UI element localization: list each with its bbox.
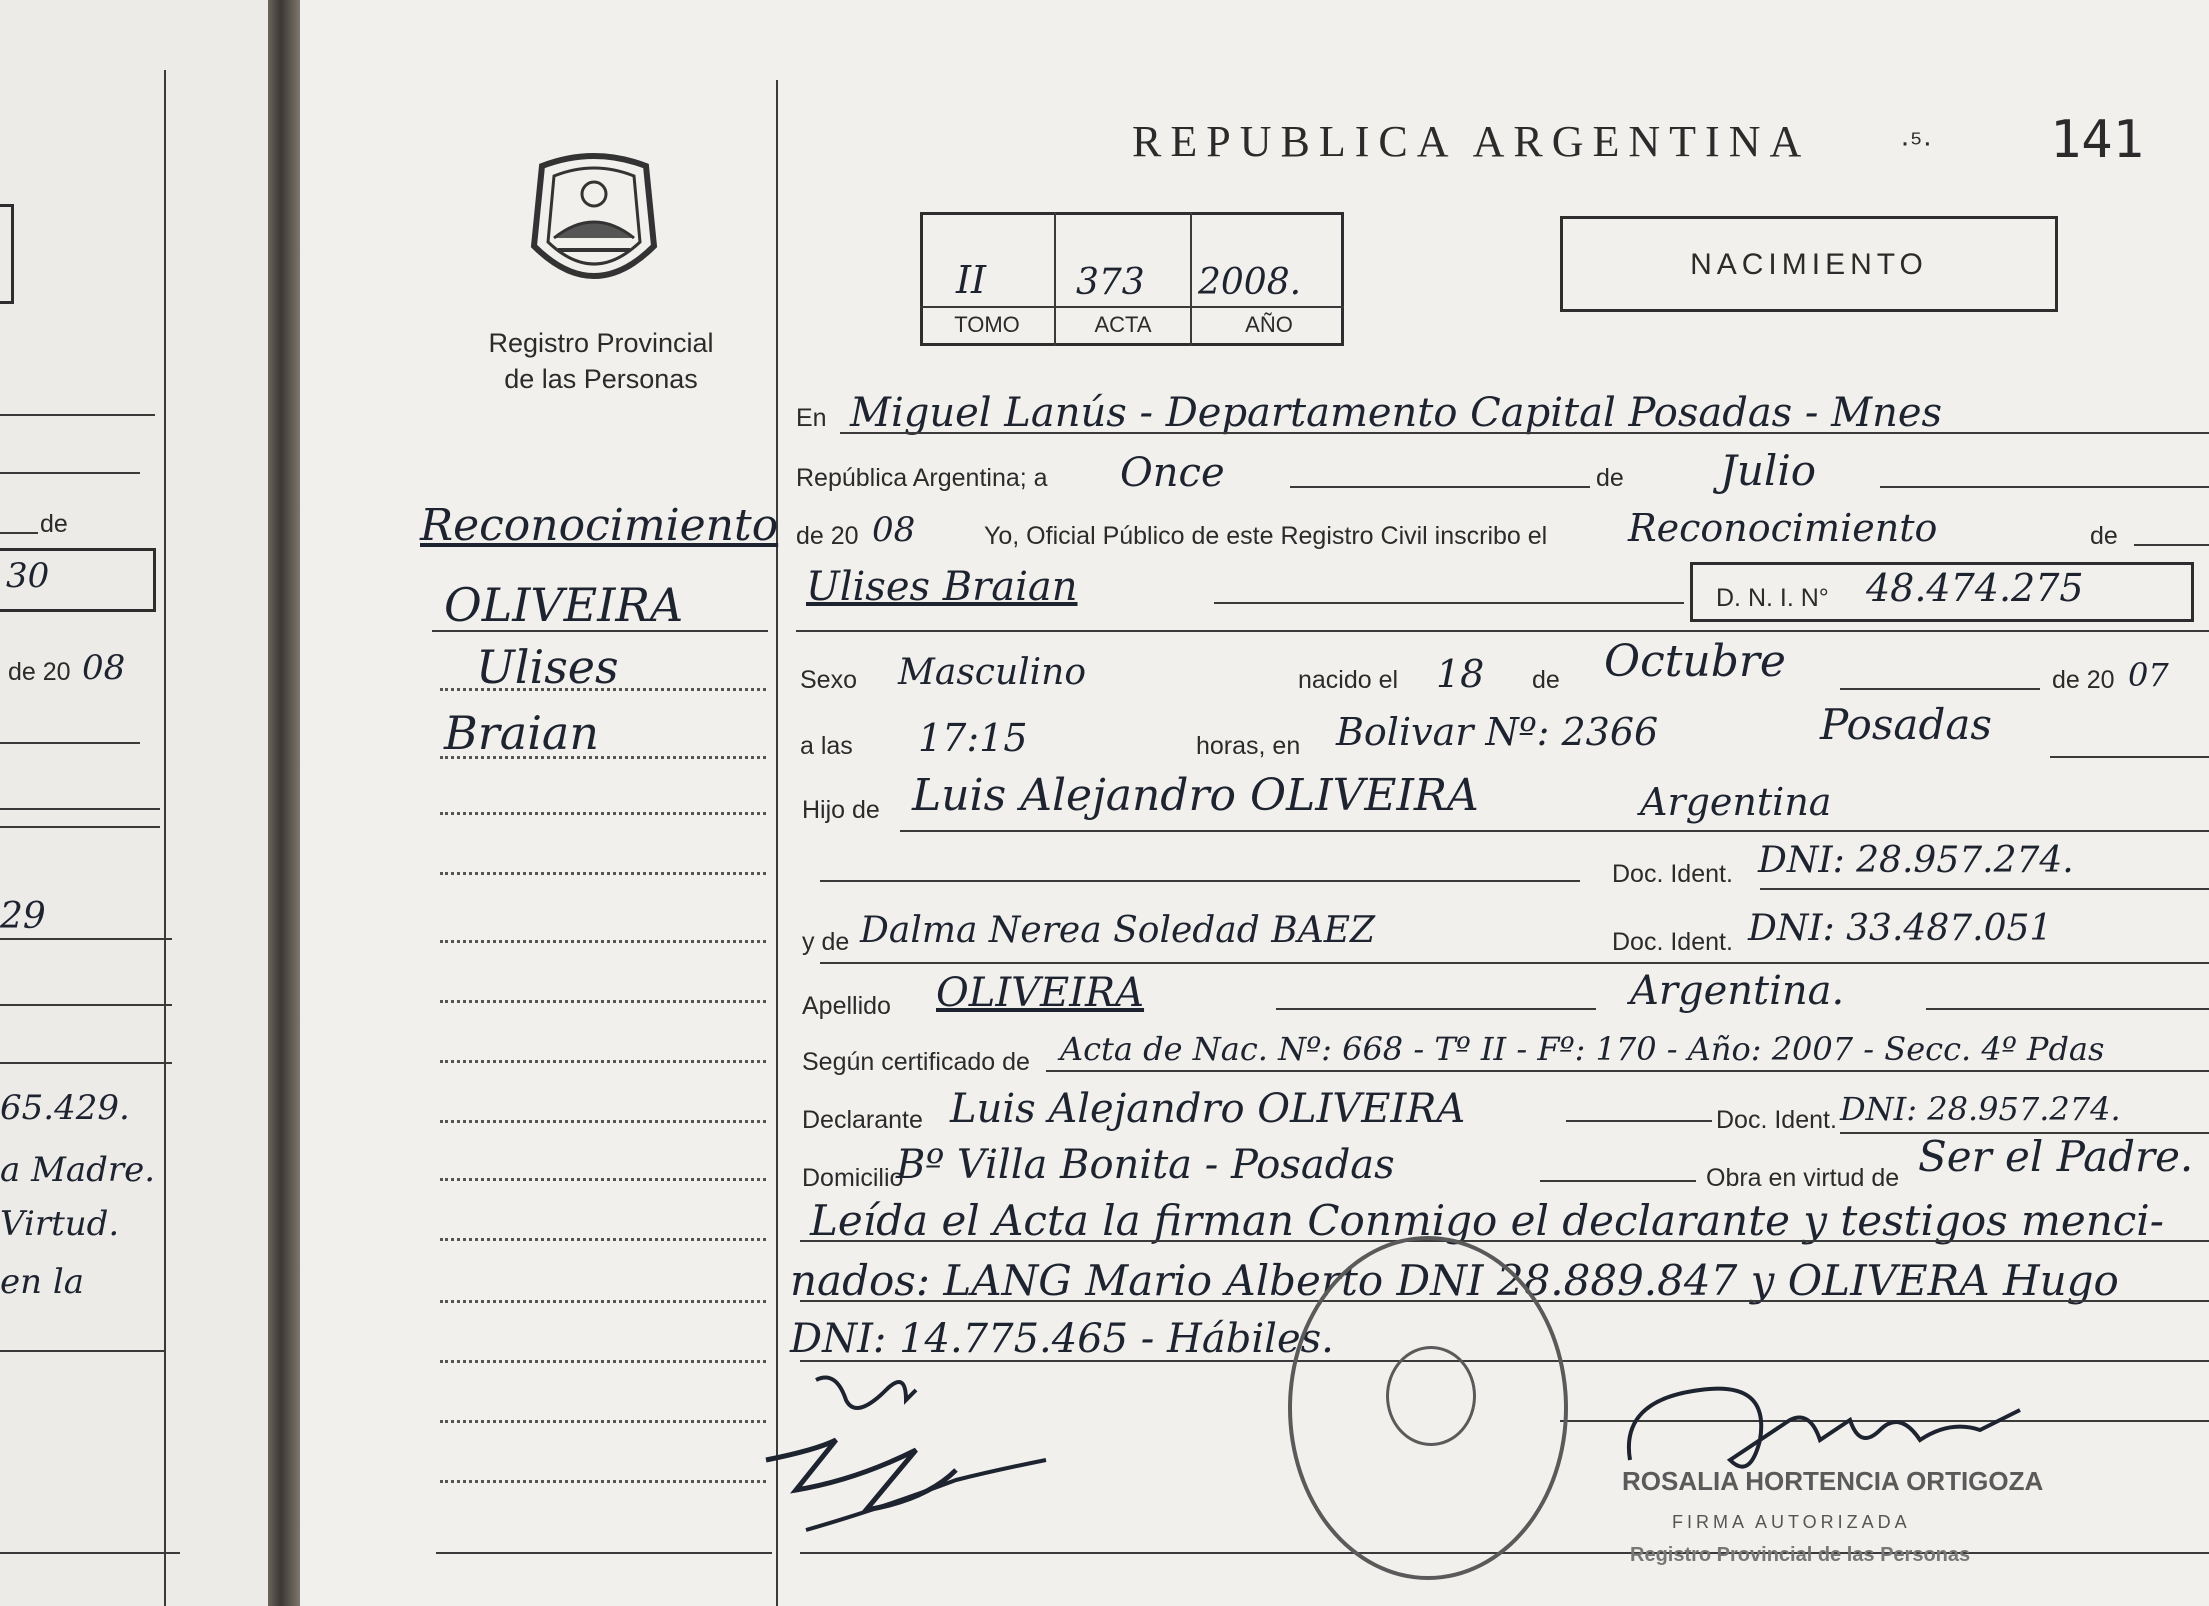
provincia-de-misiones-seal-icon xyxy=(522,146,666,298)
surname-nationality: Argentina. xyxy=(1630,968,1845,1014)
father-doc: DNI: 28.957.274. xyxy=(1758,840,2074,881)
de-20-label-b: de 20 xyxy=(2052,666,2115,694)
acta-label: ACTA xyxy=(1094,312,1152,337)
inscribo-label: Yo, Oficial Público de este Registro Civil inscribo el xyxy=(984,522,1548,550)
margin-note-firstname: Ulises xyxy=(476,640,619,694)
prev-line3: en la xyxy=(0,1262,84,1302)
prev-num1: 29 xyxy=(0,896,46,937)
birth-month: Octubre xyxy=(1604,636,1786,687)
declarante-label: Declarante xyxy=(802,1106,923,1134)
hijo-de-label: Hijo de xyxy=(802,796,880,824)
obra-label: Obra en virtud de xyxy=(1706,1164,1900,1192)
acta-value: 373 xyxy=(1076,262,1145,303)
mother-name: Dalma Nerea Soledad BAEZ xyxy=(860,910,1376,951)
margin-note-middlename: Braian xyxy=(444,706,599,760)
doc-ident-label-3: Doc. Ident. xyxy=(1716,1106,1837,1134)
y-de-label: y de xyxy=(802,928,850,956)
day-value: Once xyxy=(1120,450,1225,496)
mother-doc: DNI: 33.487.051 xyxy=(1748,908,2053,949)
margin-note-reconocimiento: Reconocimiento xyxy=(420,500,779,551)
domicilio-label: Domicilio xyxy=(802,1164,904,1192)
father-nationality: Argentina xyxy=(1640,780,1832,824)
prev-margin-line xyxy=(164,70,166,1606)
prev-line2: Virtud. xyxy=(0,1204,120,1244)
prev-box xyxy=(0,204,14,304)
prev-de: de xyxy=(40,510,68,538)
doc-ident-label-2: Doc. Ident. xyxy=(1612,928,1733,956)
republica-label: República Argentina; a xyxy=(796,464,1048,492)
obra-value: Ser el Padre. xyxy=(1918,1132,2194,1181)
dni-value: 48.474.275 xyxy=(1866,566,2084,610)
de-label-3: de xyxy=(1532,666,1560,694)
prev-num2: 65.429. xyxy=(0,1088,130,1128)
surname-value: OLIVEIRA xyxy=(936,970,1145,1016)
de-label-1: de xyxy=(1596,464,1624,492)
prev-line1: a Madre. xyxy=(0,1150,156,1190)
address-value: Bº Villa Bonita - Posadas xyxy=(896,1142,1395,1188)
closing-text-line2: nados: LANG Mario Alberto DNI 28.889.847 y OLIVERA Hugo xyxy=(790,1256,2119,1305)
alas-label: a las xyxy=(800,732,853,760)
dni-label: D. N. I. N° xyxy=(1716,584,1829,612)
header-mark: ·⁵· xyxy=(1900,126,1933,159)
year-value: 08 xyxy=(872,510,916,550)
sexo-label: Sexo xyxy=(800,666,857,694)
child-name: Ulises Braian xyxy=(806,564,1078,610)
doc-ident-label-1: Doc. Ident. xyxy=(1612,860,1733,888)
signatory-name: ROSALIA HORTENCIA ORTIGOZA xyxy=(1622,1466,2044,1496)
closing-text-line3: DNI: 14.775.465 - Hábiles. xyxy=(790,1316,1334,1362)
registry-name-line1: Registro Provincial xyxy=(488,328,714,358)
de-20-label: de 20 xyxy=(796,522,859,550)
de-end-label: de xyxy=(2090,522,2118,550)
certificate-value: Acta de Nac. Nº: 668 - Tº II - Fº: 170 - Año: 2007 - Secc. 4º Pdas xyxy=(1060,1030,2105,1068)
birth-city: Posadas xyxy=(1820,700,1992,749)
en-label: En xyxy=(796,404,827,432)
birth-year: 07 xyxy=(2128,656,2169,694)
record-type: NACIMIENTO xyxy=(1690,248,1928,281)
en-value: Miguel Lanús - Departamento Capital Posadas - Mnes xyxy=(850,390,1943,436)
margin-note-surname: OLIVEIRA xyxy=(444,578,684,632)
birth-place: Bolivar Nº: 2366 xyxy=(1336,710,1659,754)
nacido-label: nacido el xyxy=(1298,666,1399,694)
official-stamp-icon xyxy=(1288,1236,1568,1580)
tomo-value: II xyxy=(956,258,987,302)
acto-value: Reconocimiento xyxy=(1628,506,1938,550)
declarant-signature-icon xyxy=(756,1360,1066,1550)
apellido-label: Apellido xyxy=(802,992,891,1020)
tomo-label: TOMO xyxy=(954,312,1020,337)
segun-certificado-label: Según certificado de xyxy=(802,1048,1030,1076)
registry-name-line2: de las Personas xyxy=(504,364,698,394)
prev-val-30: 30 xyxy=(6,556,50,596)
sexo-value: Masculino xyxy=(898,652,1087,693)
horas-en-label: horas, en xyxy=(1196,732,1301,760)
previous-page xyxy=(0,0,268,1606)
country-title: REPUBLICA ARGENTINA xyxy=(1132,117,1811,166)
month-value: Julio xyxy=(1720,446,1817,495)
ano-value: 2008. xyxy=(1198,262,1302,303)
birth-hour: 17:15 xyxy=(918,716,1028,760)
declarant-doc: DNI: 28.957.274. xyxy=(1840,1090,2121,1128)
closing-text-line1: Leída el Acta la firman Conmigo el declarante y testigos menci- xyxy=(810,1196,2164,1245)
prev-year: 08 xyxy=(82,648,126,688)
prev-de-20: de 20 xyxy=(8,658,71,686)
signatory-role: FIRMA AUTORIZADA xyxy=(1672,1512,1911,1532)
ano-label: AÑO xyxy=(1245,312,1293,337)
signatory-org: Registro Provincial de las Personas xyxy=(1630,1544,1971,1566)
page-number: 141 xyxy=(2050,110,2144,170)
father-name: Luis Alejandro OLIVEIRA xyxy=(912,770,1479,821)
declarant-name: Luis Alejandro OLIVEIRA xyxy=(950,1086,1466,1132)
birth-day: 18 xyxy=(1436,652,1485,696)
book-spine xyxy=(268,0,300,1606)
